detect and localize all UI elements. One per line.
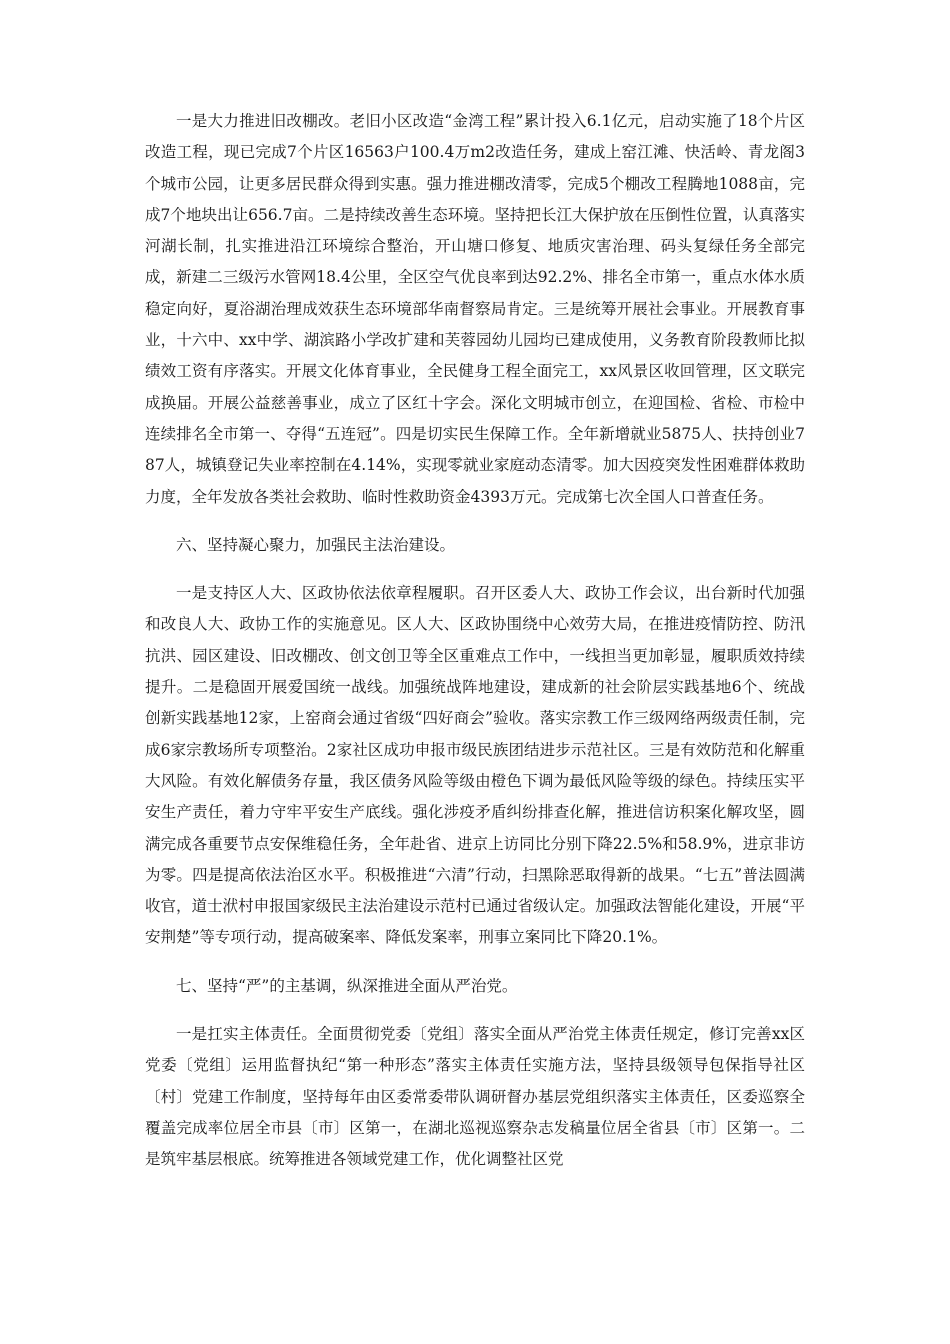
spacer (145, 513, 805, 530)
section-heading-7: 七、坚持“严”的主基调，纵深推进全面从严治党。 (176, 976, 518, 995)
section-heading-6: 六、坚持凝心聚力，加强民主法治建设。 (176, 535, 456, 554)
document-body (145, 106, 805, 1176)
paragraph-democracy-rule-of-law: 一是支持区人大、区政协依法依章程履职。召开区委人大、政协工作会议，出台新时代加强和改良人大、政协工作的实施意见。区人大、区政协围绕中心效劳大局，在推进疫情防控、防汛抗洪、园区建设、旧改棚改、创文创卫等全区重难点工作中，一线担当更加彰显，履职质效持续提升。二是稳固开展爱国统一战线。加强统战阵地建设，建成新的社会阶层实践基地6个、统战创新实践基地12家，上窑商会通过省级“四好商会”验收。落实宗教工作三级网络两级责任制，完成6家宗教场所专项整治。2家社区成功申报市级民族团结进步示范社区。三是有效防范和化解重大风险。有效化解债务存量，我区债务风险等级由橙色下调为最低风险等级的绿色。持续压实平安生产责任，着力守牢平安生产底线。强化涉疫矛盾纠纷排查化解，推进信访积案化解攻坚，圆满完成各重要节点安保维稳任务，全年赴省、进京上访同比分别下降22.5%和58.9%，进京非访为零。四是提高依法治区水平。积极推进“六清”行动，扫黑除恶取得新的战果。“七五”普法圆满收官，道士洑村申报国家级民主法治建设示范村已通过省级认定。加强政法智能化建设，开展“平安荆楚”等专项行动，提高破案率、降低发案率，刑事立案同比下降20.1%。 (145, 584, 805, 947)
paragraph-party-governance: 一是扛实主体责任。全面贯彻党委〔党组〕落实全面从严治党主体责任规定，修订完善xx区党委〔党组〕运用监督执纪“第一种形态”落实主体责任实施方法，坚持县级领导包保指导社区〔村〕党建工作制度，坚持每年由区委常委带队调研督办基层党组织落实主体责任，区委巡察全覆盖完成率位居全市县〔市〕区第一，在湖北巡视巡察杂志发稿量位居全省县〔市〕区第一。二是筑牢基层根底。统筹推进各领域党建工作，优化调整社区党 (145, 1025, 805, 1169)
paragraph-livelihood: 一是大力推进旧改棚改。老旧小区改造“金湾工程”累计投入6.1亿元，启动实施了18个片区改造工程，现已完成7个片区16563户100.4万m2改造任务，建成上窑江滩、快活岭、青龙阁3个城市公园，让更多居民群众得到实惠。强力推进棚改清零，完成5个棚改工程腾地1088亩，完成7个地块出让656.7亩。二是持续改善生态环境。坚持把长江大保护放在压倒性位置，认真落实河湖长制，扎实推进沿江环境综合整治，开山塘口修复、地质灾害治理、码头复绿任务全部完成，新建二三级污水管网18.4公里，全区空气优良率到达92.2%、排名全市第一，重点水体水质稳定向好，夏浴湖治理成效获生态环境部华南督察局肯定。三是统筹开展社会事业。开展教育事业，十六中、xx中学、湖滨路小学改扩建和芙蓉园幼儿园均已建成使用，义务教育阶段教师比拟绩效工资有序落实。开展文化体育事业，全民健身工程全面完工，xx风景区收回管理，区文联完成换届。开展公益慈善事业，成立了区红十字会。深化文明城市创立，在迎国检、省检、市检中连续排名全市第一、夺得“五连冠”。四是切实民生保障工作。全年新增就业5875人、扶持创业787人，城镇登记失业率控制在4.14%，实现零就业家庭动态清零。加大因疫突发性困难群体救助力度，全年发放各类社会救助、临时性救助资金4393万元。完成第七次全国人口普查任务。 (145, 112, 805, 506)
spacer (145, 1002, 805, 1019)
spacer (145, 561, 805, 578)
spacer (145, 954, 805, 971)
